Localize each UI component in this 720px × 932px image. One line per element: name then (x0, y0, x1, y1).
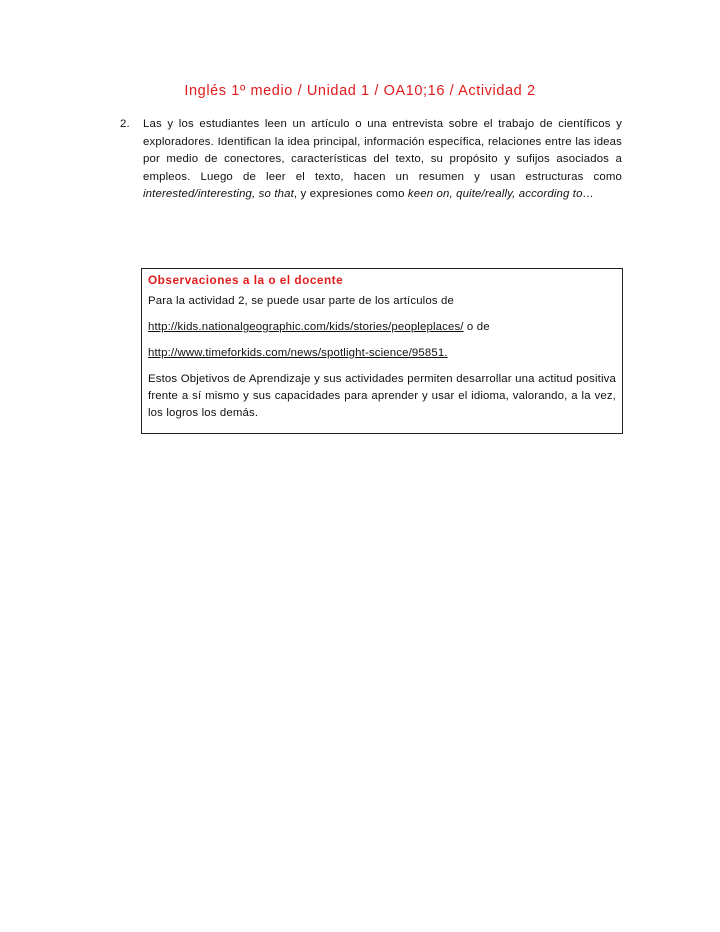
activity-description (143, 116, 622, 204)
activity-number: 2. (120, 118, 130, 130)
observations-paragraph: Estos Objetivos de Aprendizaje y sus actividades permiten desarrollar una actitud positiva frente a sí mismo y sus capacidades para aprender y usar el idioma, valorando, a la vez, los logros los demás. (148, 373, 616, 419)
observations-link-line-2 (148, 345, 616, 362)
time-for-kids-link[interactable]: http://www.timeforkids.com/news/spotlight-science/95851. (148, 347, 448, 359)
activity-text-middle: , y expresiones como (293, 188, 408, 201)
activity-italic-structures: interested/interesting, so that (143, 188, 294, 201)
activity-italic-expressions: keen on, quite/really, according to… (407, 188, 595, 201)
observations-connector: o de (463, 321, 490, 333)
activity-text-before: Las y los estudiantes leen un artículo o una entrevista sobre el trabajo de científicos y exploradores. Identifican la idea principal, información específica, relaciones entre las ideas por medio de conectores, características del texto, su propósito y sufijos asociados a empleos. Luego de leer el texto, hacen un resumen y usan estructuras como (143, 118, 622, 183)
activity-item (120, 116, 622, 204)
observations-intro: Para la actividad 2, se puede usar parte de los artículos de (148, 295, 454, 307)
national-geographic-link[interactable]: http://kids.nationalgeographic.com/kids/stories/peopleplaces/ (148, 321, 464, 333)
page-title: Inglés 1º medio / Unidad 1 / OA10;16 / Actividad 2 (184, 83, 536, 99)
observations-link-line-1 (148, 319, 616, 336)
teacher-observations-box (141, 268, 623, 434)
observations-title: Observaciones a la o el docente (148, 273, 344, 287)
